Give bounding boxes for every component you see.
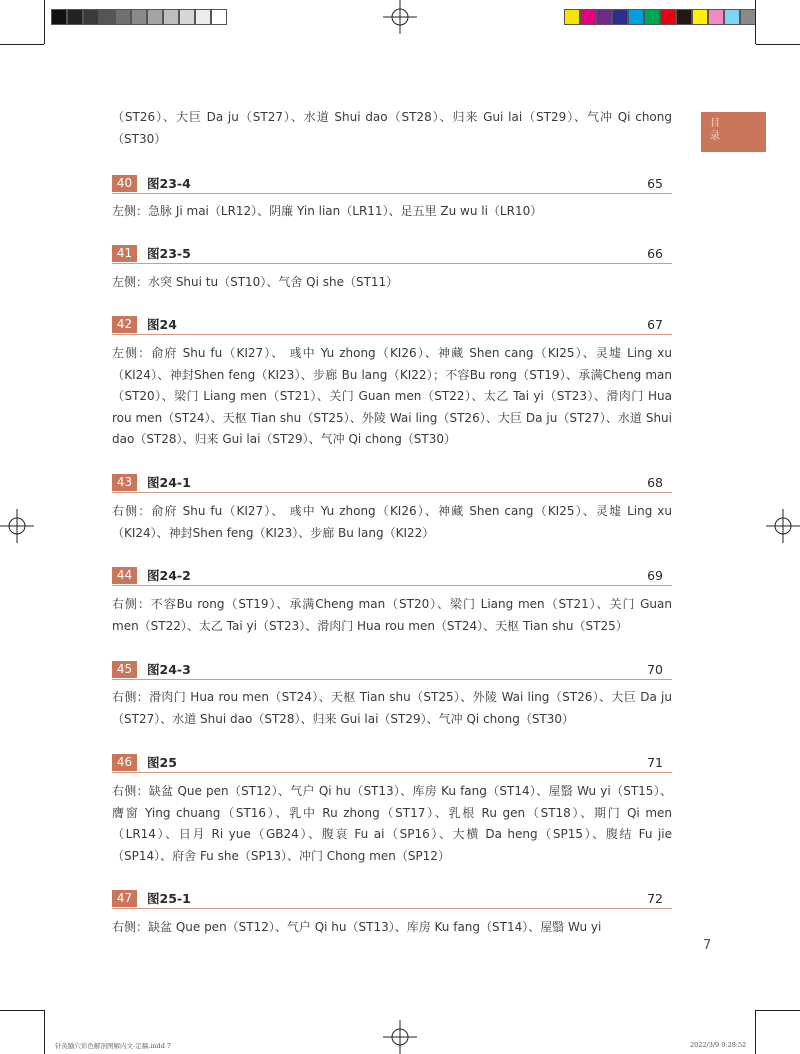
crop-mark — [44, 0, 45, 44]
entry-page-number: 67 — [647, 317, 663, 332]
color-bar — [564, 9, 756, 25]
crop-mark — [755, 0, 756, 44]
crop-mark — [755, 1010, 756, 1054]
color-swatch — [692, 9, 708, 25]
toc-entry-header[interactable] — [112, 661, 672, 680]
crop-mark — [756, 44, 800, 45]
entry-number-badge: 44 — [112, 567, 137, 584]
color-swatch — [147, 9, 163, 25]
entry-page-number: 65 — [647, 176, 663, 191]
color-swatch — [612, 9, 628, 25]
entry-page-number: 69 — [647, 568, 663, 583]
entry-number-badge: 42 — [112, 316, 137, 333]
entry-description: 左侧：俞府 Shu fu（KI27）、 彧中 Yu zhong（KI26）、神藏 Shen cang（KI25）、灵墟 Ling xu（KI24）、神封Shen feng（KI23）、步廊 Bu lang（KI22）；不容Bu rong（ST19）、承满Cheng man（ST20）、梁门 Liang men（ST21）、关门 Guan men（ST22）、太乙 Tai yi（ST23）、滑肉门 Hua rou men（ST24）、天枢 Tian shu（ST25）、外陵 Wai ling（ST26）、大巨 Da ju（ST27）、水道 Shui dao（ST28）、归来 Gui lai（ST29）、气冲 Qi chong（ST30） — [112, 346, 672, 446]
color-swatch — [740, 9, 756, 25]
side-tab-char: 录 — [710, 131, 720, 142]
print-slug-filename: 针灸腧穴彩色解剖图解内文-定稿.indd 7 — [55, 1042, 172, 1050]
entry-page-number: 70 — [647, 662, 663, 677]
side-tab-char: 目 — [710, 118, 720, 129]
grayscale-bar — [51, 9, 227, 25]
crop-mark — [756, 1010, 800, 1011]
entry-figure-title: 图24 — [147, 317, 177, 332]
toc-entry-header[interactable] — [112, 754, 672, 773]
color-swatch — [195, 9, 211, 25]
color-swatch — [628, 9, 644, 25]
entry-description: 右侧：缺盆 Que pen（ST12）、气户 Qi hu（ST13）、库房 Ku fang（ST14）、屋翳 Wu yi（ST15）、膺窗 Ying chuang（ST16）、乳中 Ru zhong（ST17）、乳根 Ru gen（ST18）、期门 Qi men（LR14）、日月 Ri yue（GB24）、腹哀 Fu ai（SP16）、大横 Da heng（SP15）、腹结 Fu jie（SP14）、府舍 Fu she（SP13）、冲门 Chong men（SP12） — [112, 784, 672, 863]
color-swatch — [580, 9, 596, 25]
registration-mark-icon — [0, 509, 34, 543]
crop-mark — [0, 1010, 44, 1011]
color-swatch — [99, 9, 115, 25]
contents-side-tab[interactable] — [701, 112, 766, 152]
color-swatch — [596, 9, 612, 25]
crop-mark — [44, 1010, 45, 1054]
registration-mark-icon — [766, 509, 800, 543]
entry-page-number: 66 — [647, 246, 663, 261]
color-swatch — [676, 9, 692, 25]
registration-mark-icon — [383, 0, 417, 34]
toc-entry-header[interactable] — [112, 567, 672, 586]
color-swatch — [211, 9, 227, 25]
color-swatch — [131, 9, 147, 25]
entry-figure-title: 图24-3 — [147, 662, 191, 677]
entry-figure-title: 图25-1 — [147, 891, 191, 906]
entry-figure-title: 图24-2 — [147, 568, 191, 583]
color-swatch — [83, 9, 99, 25]
color-swatch — [51, 9, 67, 25]
color-swatch — [564, 9, 580, 25]
color-swatch — [163, 9, 179, 25]
entry-figure-title: 图23-5 — [147, 246, 191, 261]
entry-number-badge: 40 — [112, 175, 137, 192]
toc-entry-header[interactable] — [112, 474, 672, 493]
entry-description: 左侧：水突 Shui tu（ST10）、气舍 Qi she（ST11） — [112, 275, 399, 289]
entry-number-badge: 47 — [112, 890, 137, 907]
entry-page-number: 72 — [647, 891, 663, 906]
color-swatch — [708, 9, 724, 25]
entry-description: 右侧：不容Bu rong（ST19）、承满Cheng man（ST20）、梁门 Liang men（ST21）、关门 Guan men（ST22）、太乙 Tai yi（ST23）、滑肉门 Hua rou men（ST24）、天枢 Tian shu（ST25） — [112, 597, 672, 633]
page-number: 7 — [703, 938, 712, 953]
continued-text: （ST26）、大巨 Da ju（ST27）、水道 Shui dao（ST28）、归来 Gui lai（ST29）、气冲 Qi chong（ST30） — [112, 110, 672, 146]
entry-number-badge: 45 — [112, 661, 137, 678]
color-swatch — [179, 9, 195, 25]
color-swatch — [724, 9, 740, 25]
toc-entry-header[interactable] — [112, 316, 672, 335]
entry-page-number: 68 — [647, 475, 663, 490]
print-slug-timestamp: 2022/3/9 9:28:52 — [690, 1041, 747, 1049]
entry-description: 右侧：滑肉门 Hua rou men（ST24）、天枢 Tian shu（ST25）、外陵 Wai ling（ST26）、大巨 Da ju（ST27）、水道 Shui dao（ST28）、归来 Gui lai（ST29）、气冲 Qi chong（ST30） — [112, 690, 672, 726]
entry-description: 左侧：急脉 Ji mai（LR12）、阴廉 Yin lian（LR11）、足五里 Zu wu li（LR10） — [112, 204, 543, 218]
entry-number-badge: 46 — [112, 754, 137, 771]
entry-page-number: 71 — [647, 755, 663, 770]
color-swatch — [67, 9, 83, 25]
entry-description: 右侧：俞府 Shu fu（KI27）、 彧中 Yu zhong（KI26）、神藏 Shen cang（KI25）、灵墟 Ling xu（KI24）、神封Shen feng（KI23）、步廊 Bu lang（KI22） — [112, 504, 672, 540]
entry-number-badge: 41 — [112, 245, 137, 262]
entry-number-badge: 43 — [112, 474, 137, 491]
entry-figure-title: 图24-1 — [147, 475, 191, 490]
toc-entry-header[interactable] — [112, 175, 672, 194]
entry-figure-title: 图23-4 — [147, 176, 191, 191]
entry-description: 右侧：缺盆 Que pen（ST12）、气户 Qi hu（ST13）、库房 Ku fang（ST14）、屋翳 Wu yi — [112, 920, 602, 934]
color-swatch — [660, 9, 676, 25]
toc-entry-header[interactable] — [112, 890, 672, 909]
toc-entry-header[interactable] — [112, 245, 672, 264]
registration-mark-icon — [383, 1020, 417, 1054]
color-swatch — [115, 9, 131, 25]
color-swatch — [644, 9, 660, 25]
entry-figure-title: 图25 — [147, 755, 177, 770]
crop-mark — [0, 44, 44, 45]
